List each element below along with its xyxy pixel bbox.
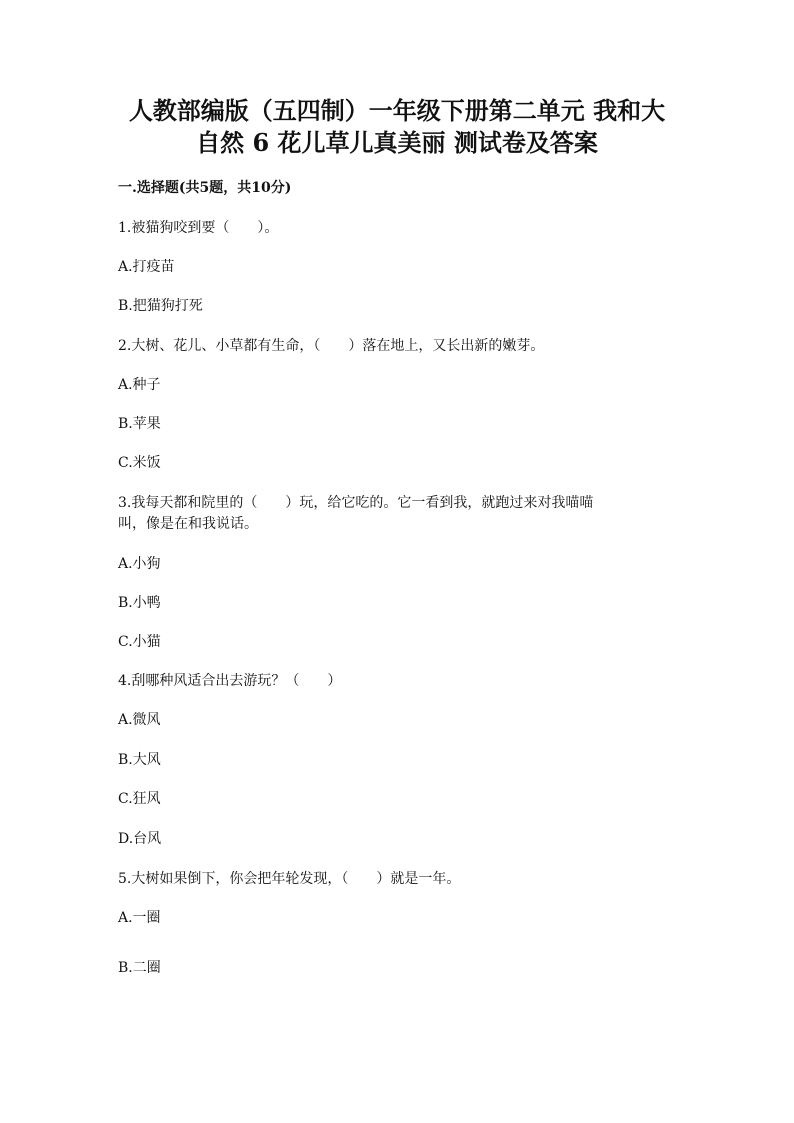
question-2-option-a: A.种子 [118,377,161,393]
title-line-1: 人教部编版（五四制）一年级下册第二单元 我和大 [128,96,666,125]
question-2-option-c: C.米饭 [118,455,161,471]
question-4-option-b: B.大风 [118,752,161,768]
question-4-option-a: A.微风 [118,712,161,728]
question-5-option-b: B.二圈 [118,960,161,976]
section-heading: 一.选择题(共5题，共10分) [118,180,292,196]
question-4-option-c: C.狂风 [118,791,161,807]
question-2-stem: 2.大树、花儿、小草都有生命，（ ）落在地上，又长出新的嫩芽。 [118,338,545,354]
question-1-stem: 1.被猫狗咬到要（ ）。 [118,220,279,236]
question-2-option-b: B.苹果 [118,416,161,432]
question-3-stem-line-1: 3.我每天都和院里的（ ）玩，给它吃的。它一看到我，就跑过来对我喵喵 [118,495,594,511]
question-3-option-a: A.小狗 [118,556,161,572]
question-3-option-b: B.小鸭 [118,595,161,611]
question-3-option-c: C.小猫 [118,634,161,650]
question-4-stem: 4.刮哪种风适合出去游玩？（ ） [118,673,342,689]
question-4-option-d: D.台风 [118,831,162,847]
page-title [100,95,694,159]
question-5-option-a: A.一圈 [118,910,161,926]
question-5-stem: 5.大树如果倒下，你会把年轮发现，（ ）就是一年。 [118,871,461,887]
title-line-2: 自然 6 花儿草儿真美丽 测试卷及答案 [196,128,598,157]
question-1-option-b: B.把猫狗打死 [118,298,203,314]
question-3-stem-line-2: 叫，像是在和我说话。 [118,516,258,532]
question-1-option-a: A.打疫苗 [118,259,175,275]
